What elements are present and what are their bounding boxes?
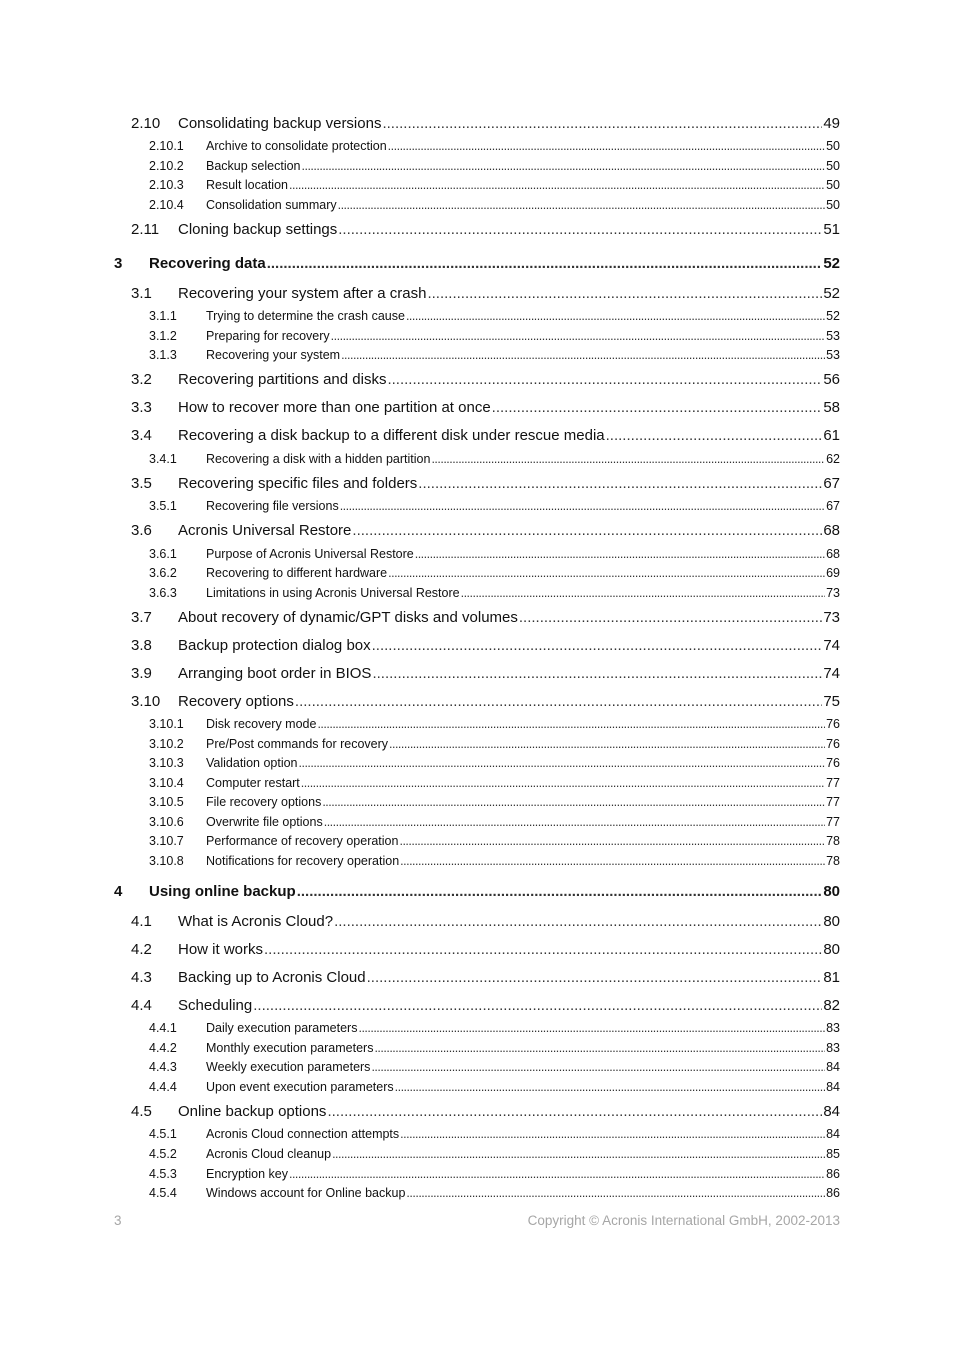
toc-entry-page: 67	[826, 499, 840, 513]
toc-entry-level2[interactable]	[131, 427, 840, 444]
toc-entry-page: 82	[823, 997, 840, 1014]
toc-entry-page: 76	[826, 737, 840, 751]
toc-entry-level3[interactable]	[149, 499, 840, 513]
toc-entry-level3[interactable]	[149, 854, 840, 868]
toc-entry-title: Daily execution parameters	[206, 1021, 358, 1035]
toc-entry-page: 76	[826, 756, 840, 770]
toc-entry-title: Consolidating backup versions	[178, 115, 382, 132]
toc-entry-number: 3.10.8	[149, 854, 184, 868]
toc-entry-level2[interactable]	[131, 637, 840, 654]
toc-entry-level3[interactable]	[149, 452, 840, 466]
toc-entry-page: 58	[823, 399, 840, 416]
toc-entry-title: Overwrite file options	[206, 815, 323, 829]
toc-entry-page: 50	[826, 139, 840, 153]
toc-entry-level3[interactable]	[149, 159, 840, 173]
toc-entry-title: Recovering a disk backup to a different disk under rescue media	[178, 427, 605, 444]
toc-entry-page: 68	[823, 522, 840, 539]
toc-entry-title: Recovering to different hardware	[206, 566, 388, 580]
toc-entry-title: Recovering file versions	[206, 499, 339, 513]
dot-leader	[415, 547, 825, 561]
toc-entry-page: 53	[826, 329, 840, 343]
dot-leader	[371, 1060, 825, 1074]
toc-entry-level2[interactable]	[131, 969, 840, 986]
toc-entry-level3[interactable]	[149, 737, 840, 751]
toc-entry-level2[interactable]	[131, 997, 840, 1014]
toc-entry-level1[interactable]	[114, 255, 840, 272]
dot-leader	[418, 475, 822, 492]
toc-entry-title: Online backup options	[178, 1103, 327, 1120]
toc-entry-number: 4.5.4	[149, 1186, 177, 1200]
toc-entry-title: Performance of recovery operation	[206, 834, 399, 848]
toc-entry-number: 4.4.3	[149, 1060, 177, 1074]
dot-leader	[374, 1041, 825, 1055]
toc-entry-title: Recovering your system after a crash	[178, 285, 427, 302]
toc-entry-level3[interactable]	[149, 1147, 840, 1161]
toc-entry-page: 77	[826, 795, 840, 809]
toc-entry-page: 77	[826, 776, 840, 790]
dot-leader	[289, 178, 825, 192]
toc-entry-number: 3.7	[131, 609, 152, 626]
toc-entry-page: 51	[823, 221, 840, 238]
dot-leader	[324, 815, 825, 829]
toc-entry-level2[interactable]	[131, 693, 840, 710]
toc-entry-page: 52	[823, 285, 840, 302]
toc-entry-level2[interactable]	[131, 913, 840, 930]
toc-entry-number: 4.2	[131, 941, 152, 958]
toc-entry-number: 3.9	[131, 665, 152, 682]
toc-entry-level3[interactable]	[149, 329, 840, 343]
toc-entry-level3[interactable]	[149, 1021, 840, 1035]
toc-entry-number: 3.1.2	[149, 329, 177, 343]
toc-entry-title: Acronis Universal Restore	[178, 522, 352, 539]
toc-entry-title: Acronis Cloud cleanup	[206, 1147, 332, 1161]
toc-entry-title: Monthly execution parameters	[206, 1041, 374, 1055]
dot-leader	[338, 198, 825, 212]
dot-leader	[372, 637, 823, 654]
dot-leader	[406, 309, 825, 323]
dot-leader	[264, 941, 822, 958]
toc-entry-title: File recovery options	[206, 795, 322, 809]
toc-entry-number: 4	[114, 883, 123, 900]
toc-entry-title: Trying to determine the crash cause	[206, 309, 405, 323]
toc-entry-number: 3.4	[131, 427, 152, 444]
toc-entry-level3[interactable]	[149, 139, 840, 153]
toc-entry-number: 3.10.5	[149, 795, 184, 809]
toc-entry-number: 4.4	[131, 997, 152, 1014]
toc-entry-page: 74	[823, 665, 840, 682]
toc-entry-title: Acronis Cloud connection attempts	[206, 1127, 400, 1141]
dot-leader	[372, 665, 822, 682]
toc-entry-page: 78	[826, 834, 840, 848]
dot-leader	[387, 371, 822, 388]
toc-entry-title: Pre/Post commands for recovery	[206, 737, 389, 751]
toc-entry-title: Result location	[206, 178, 288, 192]
dot-leader	[289, 1167, 825, 1181]
toc-entry-number: 3.10.7	[149, 834, 184, 848]
dot-leader	[334, 913, 822, 930]
dot-leader	[322, 795, 825, 809]
toc-entry-number: 2.11	[131, 221, 160, 238]
toc-entry-page: 78	[826, 854, 840, 868]
dot-leader	[341, 348, 825, 362]
dot-leader	[331, 329, 825, 343]
toc-entry-title: Encryption key	[206, 1167, 288, 1181]
toc-entry-page: 67	[823, 475, 840, 492]
toc-entry-level3[interactable]	[149, 1041, 840, 1055]
toc-entry-level1[interactable]	[114, 883, 840, 900]
toc-entry-level2[interactable]	[131, 1103, 840, 1120]
toc-entry-page: 68	[826, 547, 840, 561]
toc-entry-title: Upon event execution parameters	[206, 1080, 394, 1094]
dot-leader	[492, 399, 823, 416]
toc-entry-page: 73	[823, 609, 840, 626]
toc-entry-title: Backup protection dialog box	[178, 637, 371, 654]
toc-entry-number: 3	[114, 255, 123, 272]
toc-entry-level2[interactable]	[131, 371, 840, 388]
dot-leader	[427, 285, 822, 302]
toc-entry-page: 84	[823, 1103, 840, 1120]
toc-entry-level2[interactable]	[131, 221, 840, 238]
toc-entry-title: Backing up to Acronis Cloud	[178, 969, 366, 986]
toc-entry-title: Computer restart	[206, 776, 300, 790]
dot-leader	[406, 1186, 825, 1200]
toc-entry-title: What is Acronis Cloud?	[178, 913, 334, 930]
toc-entry-level2[interactable]	[131, 522, 840, 539]
toc-entry-level3[interactable]	[149, 834, 840, 848]
toc-entry-title: Arranging boot order in BIOS	[178, 665, 372, 682]
footer-page-number: 3	[114, 1213, 122, 1228]
toc-entry-page: 84	[826, 1127, 840, 1141]
toc-entry-level3[interactable]	[149, 178, 840, 192]
toc-entry-number: 4.4.4	[149, 1080, 177, 1094]
dot-leader	[400, 854, 825, 868]
dot-leader	[317, 717, 825, 731]
dot-leader	[399, 834, 825, 848]
toc-entry-page: 77	[826, 815, 840, 829]
toc-entry-title: Limitations in using Acronis Universal Restore	[206, 586, 460, 600]
toc-entry-number: 3.6	[131, 522, 152, 539]
toc-entry-level2[interactable]	[131, 609, 840, 626]
toc-entry-page: 85	[826, 1147, 840, 1161]
toc-entry-number: 3.6.1	[149, 547, 177, 561]
dot-leader	[382, 115, 822, 132]
toc-entry-number: 3.10.6	[149, 815, 184, 829]
dot-leader	[253, 997, 822, 1014]
toc-entry-title: Purpose of Acronis Universal Restore	[206, 547, 414, 561]
dot-leader	[352, 522, 822, 539]
toc-entry-level3[interactable]	[149, 1167, 840, 1181]
toc-entry-number: 4.3	[131, 969, 152, 986]
toc-entry-level2[interactable]	[131, 115, 840, 132]
toc-entry-title: Validation option	[206, 756, 298, 770]
toc-entry-number: 3.10.3	[149, 756, 184, 770]
toc-entry-page: 50	[826, 178, 840, 192]
toc-entry-page: 83	[826, 1021, 840, 1035]
toc-entry-number: 3.1	[131, 285, 152, 302]
toc-entry-level3[interactable]	[149, 198, 840, 212]
toc-entry-number: 3.2	[131, 371, 152, 388]
toc-entry-level3[interactable]	[149, 756, 840, 770]
toc-entry-title: Recovery options	[178, 693, 294, 710]
toc-entry-title: Cloning backup settings	[178, 221, 338, 238]
toc-entry-level3[interactable]	[149, 795, 840, 809]
toc-entry-number: 4.4.2	[149, 1041, 177, 1055]
toc-entry-number: 3.10.1	[149, 717, 184, 731]
toc-entry-page: 86	[826, 1167, 840, 1181]
dot-leader	[395, 1080, 825, 1094]
toc-entry-title: About recovery of dynamic/GPT disks and volumes	[178, 609, 518, 626]
dot-leader	[302, 159, 826, 173]
toc-entry-page: 80	[823, 883, 840, 900]
toc-entry-page: 80	[823, 913, 840, 930]
dot-leader	[431, 452, 825, 466]
dot-leader	[388, 139, 825, 153]
dot-leader	[461, 586, 826, 600]
toc-entry-title: Consolidation summary	[206, 198, 337, 212]
toc-entry-level3[interactable]	[149, 776, 840, 790]
toc-entry-level3[interactable]	[149, 1080, 840, 1094]
toc-entry-number: 4.5.2	[149, 1147, 177, 1161]
toc-entry-number: 4.5.1	[149, 1127, 177, 1141]
toc-entry-page: 81	[823, 969, 840, 986]
dot-leader	[606, 427, 823, 444]
toc-entry-level3[interactable]	[149, 1127, 840, 1141]
toc-entry-level2[interactable]	[131, 941, 840, 958]
toc-entry-number: 3.4.1	[149, 452, 177, 466]
toc-entry-number: 3.8	[131, 637, 152, 654]
toc-entry-number: 3.10	[131, 693, 161, 710]
toc-entry-number: 2.10.4	[149, 198, 184, 212]
toc-entry-number: 2.10	[131, 115, 161, 132]
dot-leader	[299, 756, 826, 770]
toc-entry-number: 2.10.2	[149, 159, 184, 173]
dot-leader	[295, 693, 822, 710]
toc-entry-level3[interactable]	[149, 1060, 840, 1074]
toc-entry-level2[interactable]	[131, 399, 840, 416]
toc-entry-level2[interactable]	[131, 475, 840, 492]
dot-leader	[388, 566, 825, 580]
toc-entry-page: 61	[823, 427, 840, 444]
toc-entry-level3[interactable]	[149, 309, 840, 323]
dot-leader	[327, 1103, 822, 1120]
dot-leader	[358, 1021, 825, 1035]
toc-entry-title: How it works	[178, 941, 264, 958]
toc-entry-level3[interactable]	[149, 547, 840, 561]
toc-entry-number: 4.5	[131, 1103, 152, 1120]
toc-entry-title: Archive to consolidate protection	[206, 139, 387, 153]
toc-entry-number: 4.4.1	[149, 1021, 177, 1035]
dot-leader	[400, 1127, 825, 1141]
toc-entry-title: Recovering a disk with a hidden partition	[206, 452, 431, 466]
toc-entry-page: 84	[826, 1080, 840, 1094]
toc-entry-title: Using online backup	[149, 883, 296, 900]
toc-entry-number: 3.1.3	[149, 348, 177, 362]
toc-entry-page: 49	[823, 115, 840, 132]
toc-entry-level3[interactable]	[149, 586, 840, 600]
toc-entry-title: Weekly execution parameters	[206, 1060, 371, 1074]
toc-entry-page: 50	[826, 159, 840, 173]
toc-entry-level3[interactable]	[149, 566, 840, 580]
toc-entry-page: 50	[826, 198, 840, 212]
toc-entry-title: How to recover more than one partition at once	[178, 399, 491, 416]
toc-entry-title: Scheduling	[178, 997, 253, 1014]
toc-entry-page: 83	[826, 1041, 840, 1055]
dot-leader	[340, 499, 825, 513]
toc-entry-level2[interactable]	[131, 665, 840, 682]
toc-entry-page: 80	[823, 941, 840, 958]
toc-entry-page: 74	[823, 637, 840, 654]
toc-entry-page: 76	[826, 717, 840, 731]
toc-entry-title: Recovering your system	[206, 348, 341, 362]
toc-entry-page: 84	[826, 1060, 840, 1074]
dot-leader	[519, 609, 822, 626]
toc-entry-number: 2.10.1	[149, 139, 184, 153]
dot-leader	[297, 883, 823, 900]
toc-entry-title: Recovering partitions and disks	[178, 371, 387, 388]
toc-entry-number: 3.3	[131, 399, 152, 416]
toc-entry-title: Windows account for Online backup	[206, 1186, 406, 1200]
toc-entry-number: 3.6.3	[149, 586, 177, 600]
toc-entry-page: 53	[826, 348, 840, 362]
toc-entry-number: 4.1	[131, 913, 152, 930]
toc-entry-number: 3.10.4	[149, 776, 184, 790]
dot-leader	[367, 969, 823, 986]
toc-entry-page: 73	[826, 586, 840, 600]
toc-entry-title: Preparing for recovery	[206, 329, 330, 343]
toc-entry-title: Notifications for recovery operation	[206, 854, 400, 868]
toc-entry-level2[interactable]	[131, 285, 840, 302]
toc-entry-number: 3.10.2	[149, 737, 184, 751]
footer-copyright: Copyright © Acronis International GmbH, 2002-2013	[527, 1213, 840, 1228]
toc-entry-title: Recovering specific files and folders	[178, 475, 418, 492]
toc-entry-title: Recovering data	[149, 255, 266, 272]
toc-entry-page: 62	[826, 452, 840, 466]
toc-entry-number: 3.1.1	[149, 309, 177, 323]
toc-entry-number: 3.6.2	[149, 566, 177, 580]
dot-leader	[267, 255, 823, 272]
toc-entry-page: 56	[823, 371, 840, 388]
toc-entry-number: 4.5.3	[149, 1167, 177, 1181]
toc-entry-page: 86	[826, 1186, 840, 1200]
toc-entry-page: 52	[823, 255, 840, 272]
toc-entry-page: 75	[823, 693, 840, 710]
toc-entry-title: Disk recovery mode	[206, 717, 317, 731]
dot-leader	[332, 1147, 825, 1161]
toc-entry-page: 69	[826, 566, 840, 580]
toc-entry-level3[interactable]	[149, 348, 840, 362]
dot-leader	[301, 776, 825, 790]
toc-entry-page: 52	[826, 309, 840, 323]
toc-entry-level3[interactable]	[149, 717, 840, 731]
toc-entry-title: Backup selection	[206, 159, 301, 173]
toc-entry-level3[interactable]	[149, 815, 840, 829]
dot-leader	[338, 221, 822, 238]
toc-entry-number: 3.5	[131, 475, 152, 492]
dot-leader	[389, 737, 825, 751]
toc-entry-level3[interactable]	[149, 1186, 840, 1200]
toc-entry-number: 3.5.1	[149, 499, 177, 513]
toc-entry-number: 2.10.3	[149, 178, 184, 192]
